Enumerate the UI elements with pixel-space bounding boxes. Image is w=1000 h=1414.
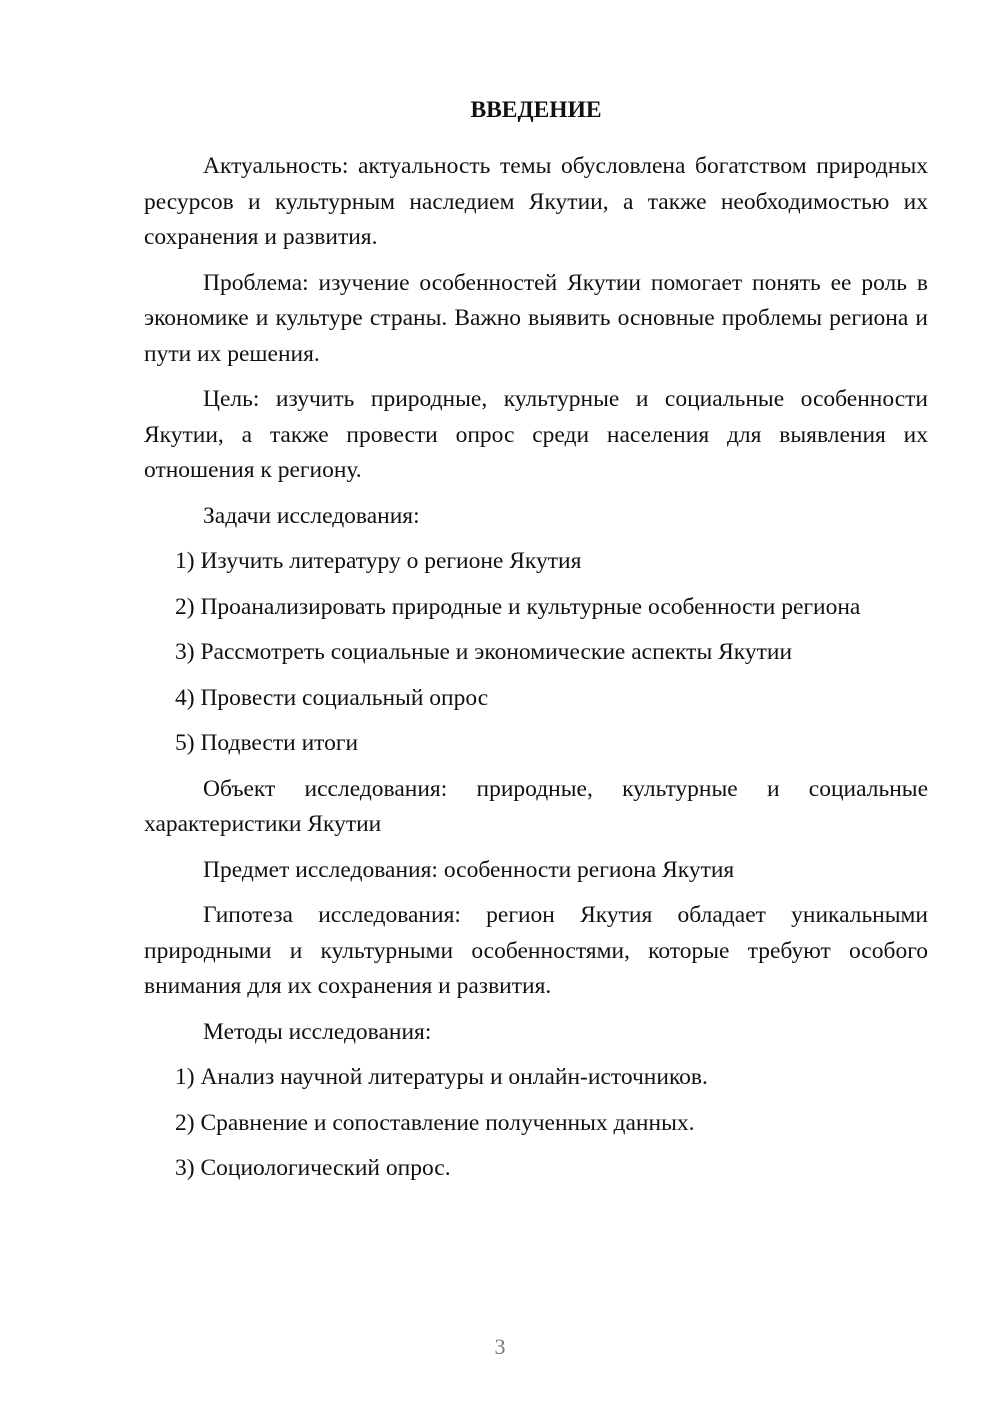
method-item: 2) Сравнение и сопоставление полученных данных. [175, 1109, 695, 1136]
task-item: 3) Рассмотреть социальные и экономические аспекты Якутии [175, 639, 793, 665]
method-item: 3) Социологический опрос. [175, 1155, 451, 1181]
page-number: 3 [494, 1334, 506, 1359]
subject-paragraph: Предмет исследования: особенности региона Якутия [203, 856, 735, 883]
section-title: ВВЕДЕНИЕ [470, 97, 602, 123]
task-item: 2) Проанализировать природные и культурные особенности региона [175, 593, 861, 620]
object-paragraph: Объект исследования: природные, культурные и социальные характеристики Якутии [144, 775, 928, 837]
hypothesis-paragraph: Гипотеза исследования: регион Якутия обладает уникальными природными и культурными особенностями, которые требуют особого внимания для их сохранения и развития. [144, 902, 928, 999]
task-item: 5) Подвести итоги [175, 730, 359, 756]
problem-paragraph: Проблема: изучение особенностей Якутии помогает понять ее роль в экономике и культуре страны. Важно выявить основные проблемы региона и пути их решения. [144, 269, 928, 367]
goal-paragraph: Цель: изучить природные, культурные и социальные особенности Якутии, а также провести опрос среди населения для выявления их отношения к региону. [144, 386, 928, 483]
methods-heading: Методы исследования: [203, 1018, 432, 1045]
relevance-paragraph: Актуальность: актуальность темы обусловлена богатством природных ресурсов и культурным наследием Якутии, а также необходимостью их сохранения и развития. [144, 153, 928, 250]
tasks-heading: Задачи исследования: [203, 502, 420, 529]
document-page [144, 92, 928, 1197]
method-item: 1) Анализ научной литературы и онлайн-источников. [175, 1064, 708, 1090]
task-item: 4) Провести социальный опрос [175, 684, 489, 711]
tasks-list [144, 544, 928, 762]
methods-list [144, 1060, 928, 1187]
task-item: 1) Изучить литературу о регионе Якутия [175, 548, 582, 574]
